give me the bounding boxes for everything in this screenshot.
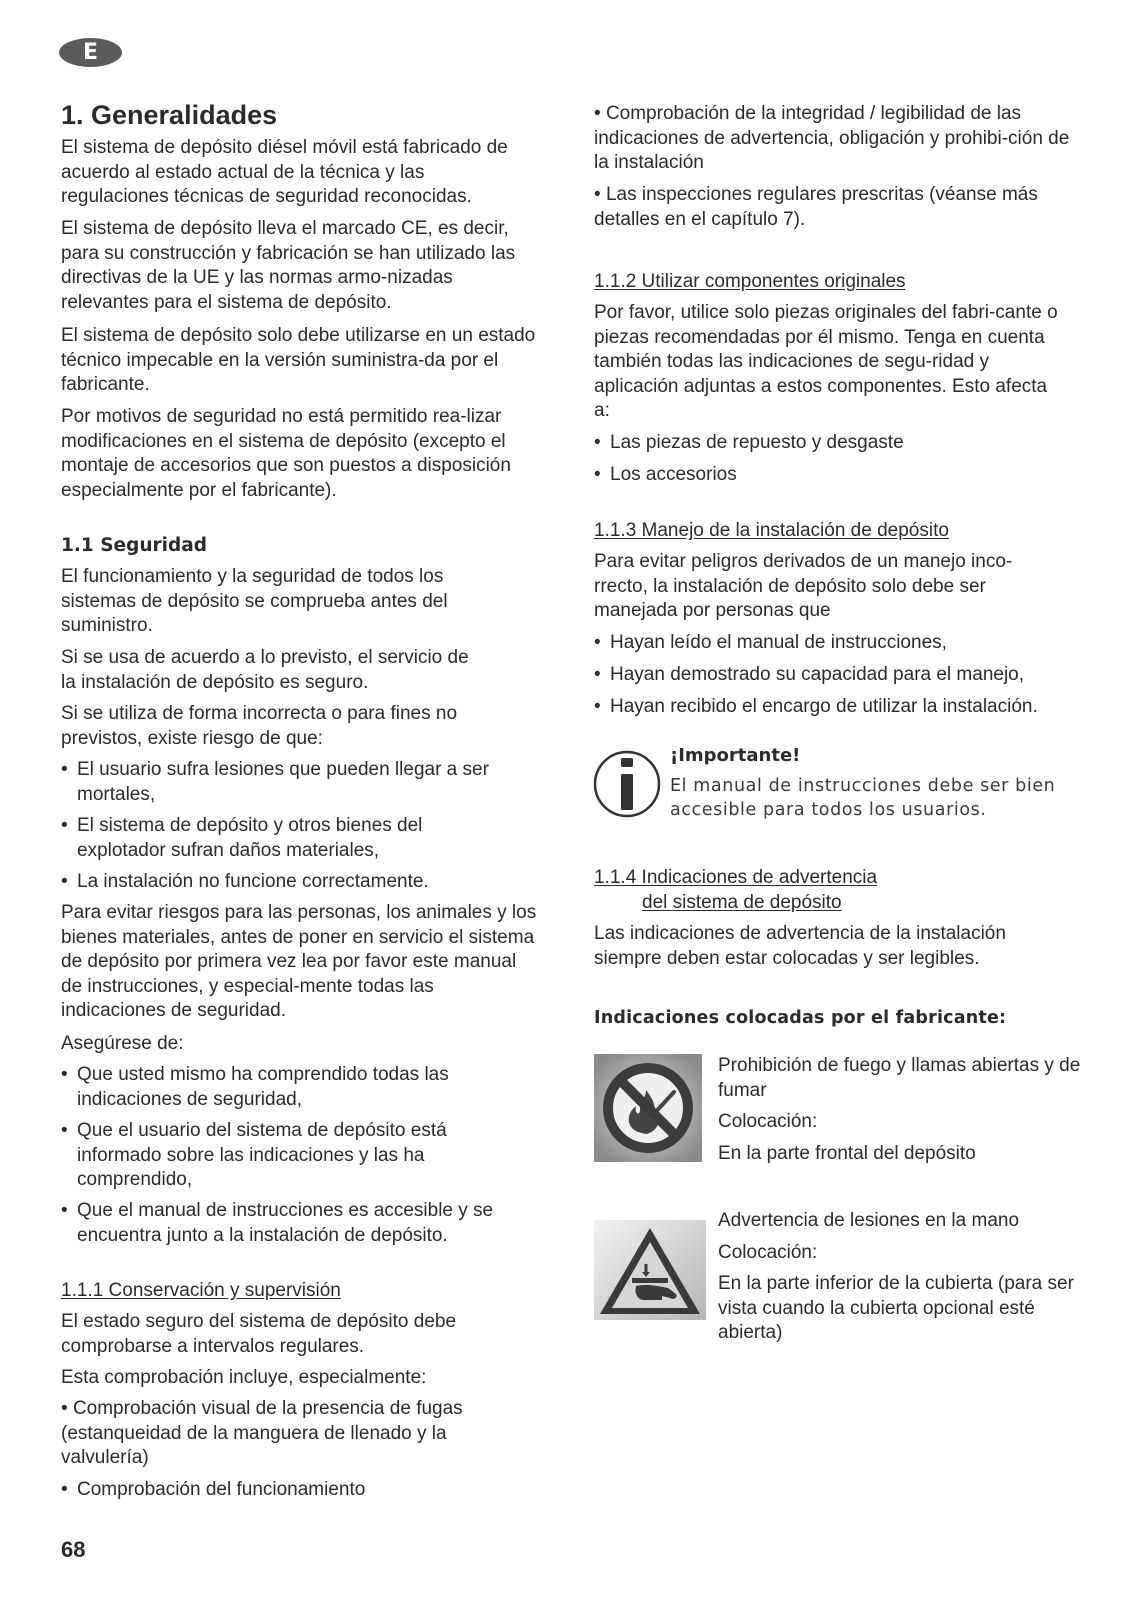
- list-item: • Que el usuario del sistema de depósito está informado sobre las indicaciones y las ha comprendido,: [61, 1119, 491, 1193]
- hand-injury-warning-icon: [594, 1220, 706, 1320]
- sign-description: [718, 1054, 1088, 1166]
- list-item: • Las piezas de repuesto y desgaste: [594, 431, 1064, 456]
- sign-placement-label: Colocación:: [718, 1111, 818, 1132]
- note-text: El manual de instrucciones debe ser bien accesible para todos los usuarios.: [670, 776, 1056, 820]
- bullet-icon: •: [61, 1120, 68, 1141]
- list-item: • El sistema de depósito y otros bienes del explotador sufran daños materiales,: [61, 814, 491, 863]
- bullet-icon: •: [61, 759, 68, 780]
- bullet-icon: •: [61, 1064, 68, 1085]
- paragraph: Si se utiliza de forma incorrecta o para fines no previstos, existe riesgo de que:: [61, 703, 458, 749]
- paragraph: El sistema de depósito diésel móvil está fabricado de acuerdo al estado actual de la técnica y las regulaciones técnicas de seguridad reconocidas.: [61, 137, 508, 207]
- paragraph: Para evitar peligros derivados de un manejo inco-rrecto, la instalación de depósito solo debe ser manejada por personas que: [594, 551, 1013, 621]
- subsection-title-seguridad: 1.1 Seguridad: [61, 535, 207, 556]
- paragraph: Las indicaciones de advertencia de la instalación siempre deben estar colocadas y ser legibles.: [594, 923, 1006, 969]
- bullet-icon: •: [594, 464, 601, 485]
- sign-placement: En la parte inferior de la cubierta (para ser vista cuando la cubierta opcional esté abierta): [718, 1273, 1074, 1343]
- bullet-icon: •: [594, 184, 606, 205]
- paragraph: Para evitar riesgos para las personas, los animales y los bienes materiales, antes de poner en servicio el sistema de depósito por primera vez lea por favor este manual de instrucciones, y especial-mente todas las indicaciones de seguridad.: [61, 902, 537, 1021]
- list-item: • La instalación no funcione correctamente.: [61, 870, 491, 895]
- bullet-icon: •: [594, 432, 601, 453]
- list-item: • Los accesorios: [594, 463, 1064, 488]
- bullet-icon: •: [594, 664, 601, 685]
- paragraph: Asegúrese de:: [61, 1033, 184, 1054]
- bullet-icon: •: [594, 632, 601, 653]
- bullet-icon: •: [61, 1479, 68, 1500]
- paragraph: Esta comprobación incluye, especialmente:: [61, 1367, 427, 1388]
- paragraph: Por motivos de seguridad no está permitido rea-lizar modificaciones en el sistema de depósito (excepto el montaje de accesorios que son puestos a disposición especialmente por el fabricante).: [61, 406, 511, 501]
- page-number: 68: [61, 1537, 86, 1562]
- list-item: • Que el manual de instrucciones es accesible y se encuentra junto a la instalación de depósito.: [61, 1199, 537, 1248]
- sign-description: [718, 1209, 1088, 1346]
- paragraph: El estado seguro del sistema de depósito debe comprobarse a intervalos regulares.: [61, 1311, 457, 1357]
- bullet-icon: •: [61, 1398, 73, 1419]
- no-fire-icon: [594, 1054, 702, 1162]
- list-item: • Hayan recibido el encargo de utilizar la instalación.: [594, 695, 1074, 720]
- subsection-title-advertencia: 1.1.4 Indicaciones de advertencia del sistema de depósito: [594, 867, 878, 913]
- language-badge: E: [59, 38, 122, 67]
- paragraph: El funcionamiento y la seguridad de todos los sistemas de depósito se comprueba antes del suministro.: [61, 566, 448, 636]
- list-item: • Comprobación visual de la presencia de fugas (estanqueidad de la manguera de llenado y la valvulería): [61, 1398, 463, 1468]
- sign-name: Advertencia de lesiones en la mano: [718, 1210, 1020, 1231]
- list-item: • Hayan leído el manual de instrucciones,: [594, 631, 1074, 656]
- subsection-title-componentes: 1.1.2 Utilizar componentes originales: [594, 271, 906, 292]
- bullet-icon: •: [594, 103, 606, 124]
- section-title-generalidades: 1. Generalidades: [61, 100, 278, 130]
- sign-placement: En la parte frontal del depósito: [718, 1142, 976, 1164]
- bullet-icon: •: [594, 696, 601, 717]
- list-item: • Las inspecciones regulares prescritas (véanse más detalles en el capítulo 7).: [594, 184, 1038, 230]
- list-item: • Que usted mismo ha comprendido todas las indicaciones de seguridad,: [61, 1063, 491, 1112]
- sign-name: Prohibición de fuego y llamas abiertas y de fumar: [718, 1055, 1081, 1101]
- subsection-title-manejo: 1.1.3 Manejo de la instalación de depósito: [594, 520, 949, 541]
- subsection-title-conservacion: 1.1.1 Conservación y supervisión: [61, 1280, 341, 1301]
- list-item: • El usuario sufra lesiones que pueden llegar a ser mortales,: [61, 758, 491, 807]
- bullet-icon: •: [61, 871, 68, 892]
- paragraph: Si se usa de acuerdo a lo previsto, el servicio de la instalación de depósito es seguro.: [61, 647, 469, 693]
- bullet-icon: •: [61, 815, 68, 836]
- list-item: • Comprobación del funcionamiento: [61, 1478, 521, 1503]
- paragraph: El sistema de depósito solo debe utilizarse en un estado técnico impecable en la versión suministra-da por el fabricante.: [61, 325, 536, 395]
- bullet-icon: •: [61, 1200, 68, 1221]
- paragraph: Por favor, utilice solo piezas originales del fabri-cante o piezas recomendadas por él mismo. Tenga en cuenta también todas las indicaciones de segu-ridad y aplicación adjuntas a estos componentes. Esto afecta a:: [594, 302, 1058, 421]
- sign-placement-label: Colocación:: [718, 1241, 818, 1263]
- list-item: • Comprobación de la integridad / legibilidad de las indicaciones de advertencia, obligación y prohibi-ción de la instalación: [594, 103, 1070, 173]
- signs-heading: Indicaciones colocadas por el fabricante:: [594, 1008, 1007, 1028]
- info-icon: [593, 750, 661, 818]
- list-item: • Hayan demostrado su capacidad para el manejo,: [594, 663, 1074, 688]
- paragraph: El sistema de depósito lleva el marcado CE, es decir, para su construcción y fabricación se han utilizado las directivas de la UE y las normas armo-nizadas relevantes para el sistema de depósito.: [61, 218, 516, 313]
- note-title: ¡Importante!: [670, 745, 801, 766]
